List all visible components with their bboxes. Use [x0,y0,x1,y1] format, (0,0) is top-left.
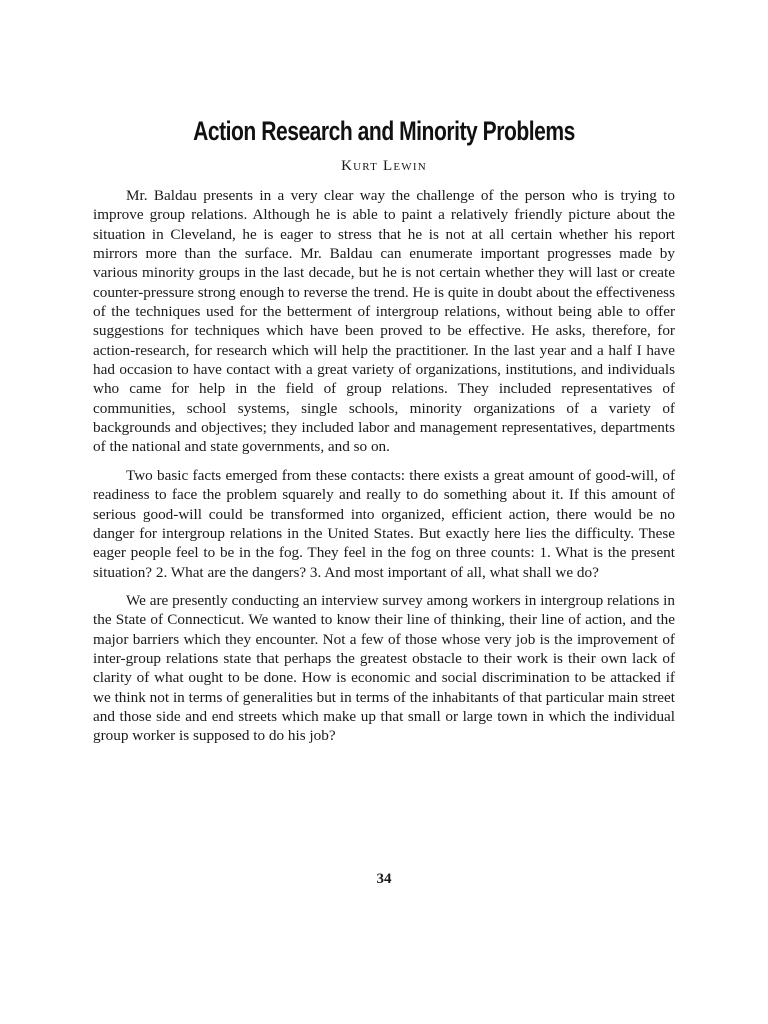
article-author: Kurt Lewin [341,158,427,174]
article [93,112,675,755]
page-number: 34 [376,871,392,887]
article-title: Action Research and Minority Problems [193,116,575,146]
body-paragraph: Mr. Baldau presents in a very clear way the challenge of the person who is trying to improve group relations. Although he is able to paint a relatively friendly picture about the situation in Cleveland, he is eager to stress that he is not at all certain whether his report mirrors more than the surface. Mr. Baldau can enumerate important progresses made by various minority groups in the last decade, but he is not certain whether they will last or create counter-pressure strong enough to reverse the trend. He is quite in doubt about the effectiveness of the techniques used for the betterment of intergroup relations, without being able to offer suggestions for techniques which have been proved to be effective. He asks, therefore, for action-research, for research which will help the practitioner. In the last year and a half I have had occasion to have contact with a great variety of organizations, institutions, and individuals who came for help in the field of group relations. They included representatives of communities, school systems, single schools, minority organizations of a variety of backgrounds and objectives; they included labor and management representatives, departments of the national and state governments, and so on. [93,187,675,456]
body-paragraph: Two basic facts emerged from these contacts: there exists a great amount of good-will, of readiness to face the problem squarely and really to do something about it. If this amount of serious good-will could be transformed into organized, efficient action, there would be no danger for intergroup relations in the United States. But exactly here lies the difficulty. These eager people feel to be in the fog. They feel in the fog on three counts: 1. What is the present situation? 2. What are the dangers? 3. And most important of all, what shall we do? [93,466,675,581]
body-paragraph: We are presently conducting an interview survey among workers in intergroup relations in the State of Connecticut. We wanted to know their line of thinking, their line of action, and the major barriers which they encounter. Not a few of those whose very job is the improvement of inter-group relations state that perhaps the greatest obstacle to their work is their own lack of clarity of what ought to be done. How is economic and social discrimination to be attacked if we think not in terms of generalities but in terms of the inhabitants of that particular main street and those side and end streets which make up that small or large town in which the individual group worker is supposed to do his job? [93,591,675,745]
